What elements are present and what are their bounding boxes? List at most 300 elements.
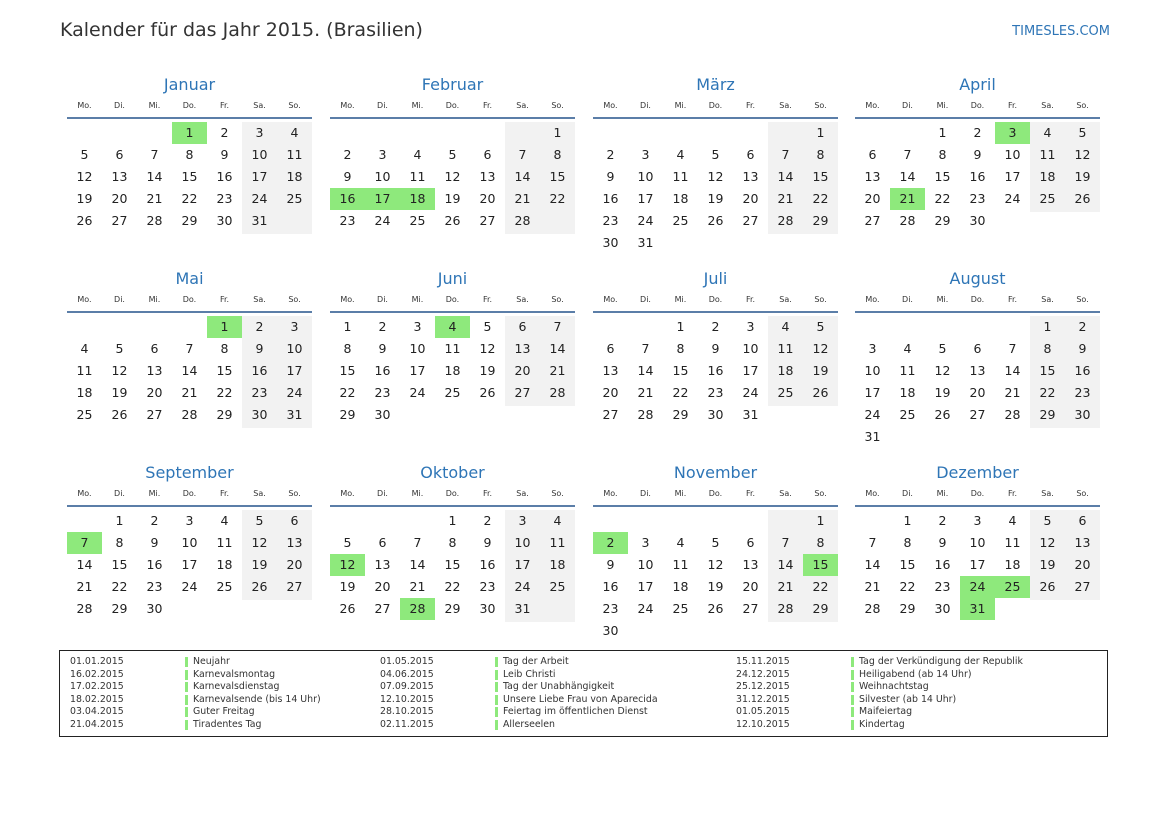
day-cell: 20	[479, 191, 496, 206]
day-cell: 8	[185, 147, 194, 162]
day-cell: 14	[549, 341, 566, 356]
holiday-marker	[851, 670, 854, 680]
day-cell: 7	[150, 147, 159, 162]
day-cell: 1	[676, 319, 685, 334]
day-cell: 5	[938, 341, 947, 356]
day-cell: 25	[777, 385, 794, 400]
day-cell: 18	[899, 385, 916, 400]
day-cell: 31	[286, 407, 303, 422]
day-cell: 17	[251, 169, 268, 184]
month-divider	[593, 117, 838, 119]
day-cell: 8	[343, 341, 352, 356]
day-cell: 10	[251, 147, 268, 162]
day-cell: 16	[251, 363, 268, 378]
day-cell: 6	[115, 147, 124, 162]
day-cell: 27	[146, 407, 163, 422]
day-cell: 23	[707, 385, 724, 400]
month-divider	[855, 117, 1100, 119]
day-cell: 26	[812, 385, 829, 400]
day-cell: 29	[216, 407, 233, 422]
day-cell: 5	[483, 319, 492, 334]
day-cell: 30	[251, 407, 268, 422]
weekday-label: Sa.	[779, 489, 792, 498]
day-cell: 21	[777, 579, 794, 594]
holiday-day-cell: 1	[207, 316, 242, 338]
day-cell: 22	[339, 385, 356, 400]
holiday-marker	[185, 657, 188, 667]
day-cell: 8	[220, 341, 229, 356]
weekday-label: Mi.	[674, 489, 687, 498]
day-cell: 5	[80, 147, 89, 162]
weekday-label: Mi.	[674, 101, 687, 110]
holiday-day-cell: 2	[593, 532, 628, 554]
day-cell: 12	[251, 535, 268, 550]
holiday-legend	[59, 650, 1108, 737]
day-cell: 2	[255, 319, 264, 334]
month-name: Juni	[437, 269, 468, 288]
day-cell: 18	[286, 169, 303, 184]
holiday-day-cell: 7	[67, 532, 102, 554]
holiday-date: 31.12.2015	[736, 693, 790, 705]
day-cell: 14	[181, 363, 198, 378]
day-cell: 12	[479, 341, 496, 356]
holiday-name: Silvester (ab 14 Uhr)	[859, 693, 957, 705]
weekday-label: Mo.	[77, 489, 92, 498]
holiday-date: 12.10.2015	[380, 693, 434, 705]
holiday-day-cell: 21	[890, 188, 925, 210]
holiday-day-cell: 18	[400, 188, 435, 210]
day-cell: 5	[343, 535, 352, 550]
day-cell: 13	[969, 363, 986, 378]
day-cell: 7	[185, 341, 194, 356]
weekday-label: Di.	[114, 101, 125, 110]
day-cell: 20	[864, 191, 881, 206]
weekday-label: Mo.	[603, 295, 618, 304]
day-cell: 26	[1074, 191, 1091, 206]
day-cell: 25	[286, 191, 303, 206]
day-cell: 14	[146, 169, 163, 184]
holiday-marker	[851, 720, 854, 730]
day-cell: 22	[216, 385, 233, 400]
day-cell: 18	[216, 557, 233, 572]
day-cell: 17	[286, 363, 303, 378]
day-cell: 16	[374, 363, 391, 378]
day-cell: 13	[514, 341, 531, 356]
holiday-date: 12.10.2015	[736, 718, 790, 730]
day-cell: 18	[672, 191, 689, 206]
day-cell: 20	[969, 385, 986, 400]
day-cell: 19	[251, 557, 268, 572]
day-cell: 11	[777, 341, 794, 356]
day-cell: 30	[602, 623, 619, 638]
day-cell: 31	[742, 407, 759, 422]
day-cell: 3	[868, 341, 877, 356]
holiday-name: Leib Christi	[503, 668, 556, 680]
weekday-label: Mi.	[936, 295, 949, 304]
day-cell: 27	[742, 601, 759, 616]
day-cell: 10	[742, 341, 759, 356]
day-cell: 2	[483, 513, 492, 528]
holiday-marker	[185, 670, 188, 680]
day-cell: 29	[812, 601, 829, 616]
day-cell: 24	[374, 213, 391, 228]
day-cell: 30	[707, 407, 724, 422]
day-cell: 20	[514, 363, 531, 378]
day-cell: 14	[777, 169, 794, 184]
day-cell: 18	[777, 363, 794, 378]
weekday-label: Di.	[640, 295, 651, 304]
day-cell: 14	[76, 557, 93, 572]
holiday-marker	[851, 682, 854, 692]
day-cell: 12	[707, 557, 724, 572]
day-cell: 28	[181, 407, 198, 422]
day-cell: 19	[339, 579, 356, 594]
day-cell: 23	[1074, 385, 1091, 400]
day-cell: 23	[339, 213, 356, 228]
day-cell: 18	[444, 363, 461, 378]
day-cell: 13	[286, 535, 303, 550]
day-cell: 19	[76, 191, 93, 206]
day-cell: 25	[216, 579, 233, 594]
day-cell: 15	[934, 169, 951, 184]
day-cell: 5	[1078, 125, 1087, 140]
weekday-label: So.	[288, 489, 301, 498]
day-cell: 26	[934, 407, 951, 422]
weekday-label: So.	[288, 101, 301, 110]
weekday-label: Sa.	[1041, 489, 1054, 498]
day-cell: 1	[938, 125, 947, 140]
day-cell: 14	[777, 557, 794, 572]
weekday-label: So.	[551, 295, 564, 304]
day-cell: 1	[448, 513, 457, 528]
day-cell: 20	[146, 385, 163, 400]
day-cell: 4	[903, 341, 912, 356]
weekday-label: Mi.	[411, 489, 424, 498]
weekday-label: Do.	[970, 489, 985, 498]
day-cell: 19	[707, 191, 724, 206]
holiday-date: 16.02.2015	[70, 668, 124, 680]
day-cell: 26	[444, 213, 461, 228]
day-cell: 23	[146, 579, 163, 594]
day-cell: 5	[115, 341, 124, 356]
day-cell: 27	[514, 385, 531, 400]
day-cell: 9	[343, 169, 352, 184]
weekday-label: Fr.	[482, 489, 493, 498]
day-cell: 28	[1004, 407, 1021, 422]
holiday-day-cell: 31	[960, 598, 995, 620]
day-cell: 19	[1039, 557, 1056, 572]
weekday-label: Fr.	[219, 295, 230, 304]
weekday-label: Mi.	[674, 295, 687, 304]
day-cell: 27	[479, 213, 496, 228]
day-cell: 21	[549, 363, 566, 378]
day-cell: 23	[602, 213, 619, 228]
holiday-name: Kindertag	[859, 718, 905, 730]
holiday-name: Unsere Liebe Frau von Aparecida	[503, 693, 658, 705]
day-cell: 14	[637, 363, 654, 378]
holiday-name: Feiertag im öffentlichen Dienst	[503, 706, 648, 718]
day-cell: 8	[676, 341, 685, 356]
day-cell: 19	[1074, 169, 1091, 184]
month-name: September	[145, 463, 234, 482]
holiday-name: Maifeiertag	[859, 706, 913, 718]
day-cell: 29	[672, 407, 689, 422]
day-cell: 9	[606, 169, 615, 184]
weekday-label: Sa.	[516, 489, 529, 498]
day-cell: 11	[409, 169, 426, 184]
day-cell: 21	[777, 191, 794, 206]
weekday-label: Fr.	[219, 101, 230, 110]
weekday-label: Fr.	[745, 489, 756, 498]
weekday-label: So.	[814, 295, 827, 304]
month-name: Mai	[175, 269, 204, 288]
weekday-label: Mo.	[77, 295, 92, 304]
day-cell: 10	[1004, 147, 1021, 162]
day-cell: 5	[711, 147, 720, 162]
holiday-name: Neujahr	[193, 656, 230, 667]
day-cell: 15	[181, 169, 198, 184]
day-cell: 4	[80, 341, 89, 356]
day-cell: 22	[934, 191, 951, 206]
weekday-label: Di.	[902, 489, 913, 498]
weekday-label: Mo.	[340, 489, 355, 498]
day-cell: 17	[181, 557, 198, 572]
day-cell: 19	[479, 363, 496, 378]
day-cell: 23	[216, 191, 233, 206]
holiday-marker	[495, 657, 498, 667]
day-cell: 1	[1043, 319, 1052, 334]
day-cell: 3	[518, 513, 527, 528]
weekday-label: So.	[1076, 489, 1089, 498]
day-cell: 15	[216, 363, 233, 378]
day-cell: 9	[1078, 341, 1087, 356]
weekday-label: Do.	[182, 295, 197, 304]
holiday-marker	[185, 695, 188, 705]
day-cell: 19	[444, 191, 461, 206]
day-cell: 16	[934, 557, 951, 572]
day-cell: 13	[864, 169, 881, 184]
month-divider	[855, 311, 1100, 313]
day-cell: 28	[549, 385, 566, 400]
day-cell: 25	[76, 407, 93, 422]
day-cell: 30	[602, 235, 619, 250]
day-cell: 14	[409, 557, 426, 572]
day-cell: 9	[220, 147, 229, 162]
day-cell: 2	[711, 319, 720, 334]
day-cell: 2	[1078, 319, 1087, 334]
day-cell: 16	[1074, 363, 1091, 378]
day-cell: 11	[1039, 147, 1056, 162]
day-cell: 7	[781, 535, 790, 550]
day-cell: 7	[553, 319, 562, 334]
day-cell: 24	[1004, 191, 1021, 206]
day-cell: 7	[1008, 341, 1017, 356]
day-cell: 23	[602, 601, 619, 616]
weekday-label: Mo.	[603, 101, 618, 110]
day-cell: 1	[903, 513, 912, 528]
day-cell: 2	[378, 319, 387, 334]
day-cell: 29	[899, 601, 916, 616]
day-cell: 4	[220, 513, 229, 528]
day-cell: 26	[76, 213, 93, 228]
day-cell: 5	[711, 535, 720, 550]
day-cell: 27	[1074, 579, 1091, 594]
day-cell: 29	[339, 407, 356, 422]
day-cell: 23	[969, 191, 986, 206]
holiday-name: Weihnachtstag	[859, 681, 929, 693]
month-name: Januar	[163, 75, 216, 94]
day-cell: 25	[549, 579, 566, 594]
weekday-label: Do.	[445, 101, 460, 110]
day-cell: 31	[637, 235, 654, 250]
day-cell: 19	[934, 385, 951, 400]
holiday-marker	[185, 720, 188, 730]
day-cell: 17	[637, 579, 654, 594]
day-cell: 5	[255, 513, 264, 528]
day-cell: 24	[637, 213, 654, 228]
holiday-day-cell: 4	[435, 316, 470, 338]
day-cell: 21	[76, 579, 93, 594]
month-divider	[67, 311, 312, 313]
day-cell: 27	[742, 213, 759, 228]
day-cell: 28	[76, 601, 93, 616]
holiday-name: Heiligabend (ab 14 Uhr)	[859, 668, 972, 680]
day-cell: 6	[378, 535, 387, 550]
day-cell: 1	[115, 513, 124, 528]
day-cell: 3	[185, 513, 194, 528]
holiday-marker	[185, 682, 188, 692]
day-cell: 22	[812, 579, 829, 594]
day-cell: 29	[934, 213, 951, 228]
day-cell: 22	[1039, 385, 1056, 400]
holiday-day-cell: 12	[330, 554, 365, 576]
day-cell: 9	[255, 341, 264, 356]
month-divider	[67, 117, 312, 119]
holiday-day-cell: 17	[365, 188, 400, 210]
day-cell: 12	[934, 363, 951, 378]
month-name: Oktober	[420, 463, 485, 482]
day-cell: 14	[514, 169, 531, 184]
day-cell: 29	[181, 213, 198, 228]
day-cell: 10	[514, 535, 531, 550]
day-cell: 23	[934, 579, 951, 594]
day-cell: 22	[444, 579, 461, 594]
day-cell: 10	[969, 535, 986, 550]
holiday-day-cell: 15	[803, 554, 838, 576]
day-cell: 15	[549, 169, 566, 184]
day-cell: 29	[111, 601, 128, 616]
day-cell: 7	[903, 147, 912, 162]
day-cell: 15	[111, 557, 128, 572]
day-cell: 9	[378, 341, 387, 356]
day-cell: 9	[483, 535, 492, 550]
day-cell: 15	[672, 363, 689, 378]
day-cell: 6	[746, 147, 755, 162]
holiday-name: Karnevalsende (bis 14 Uhr)	[193, 693, 321, 705]
day-cell: 30	[146, 601, 163, 616]
day-cell: 22	[181, 191, 198, 206]
weekday-label: So.	[551, 101, 564, 110]
day-cell: 11	[216, 535, 233, 550]
day-cell: 14	[864, 557, 881, 572]
weekday-label: Sa.	[253, 295, 266, 304]
day-cell: 3	[746, 319, 755, 334]
weekday-label: Di.	[902, 295, 913, 304]
weekday-label: Di.	[377, 101, 388, 110]
day-cell: 9	[150, 535, 159, 550]
day-cell: 6	[1078, 513, 1087, 528]
holiday-marker	[851, 657, 854, 667]
site-link[interactable]: TIMESLES.COM	[1012, 24, 1110, 39]
day-cell: 7	[641, 341, 650, 356]
day-cell: 26	[479, 385, 496, 400]
weekday-label: Sa.	[253, 101, 266, 110]
weekday-label: Mo.	[603, 489, 618, 498]
day-cell: 31	[251, 213, 268, 228]
day-cell: 7	[413, 535, 422, 550]
day-cell: 16	[602, 191, 619, 206]
day-cell: 15	[812, 169, 829, 184]
weekday-label: Sa.	[1041, 295, 1054, 304]
weekday-label: Mi.	[411, 295, 424, 304]
day-cell: 15	[444, 557, 461, 572]
day-cell: 20	[742, 191, 759, 206]
day-cell: 21	[1004, 385, 1021, 400]
day-cell: 22	[899, 579, 916, 594]
weekday-label: Di.	[114, 489, 125, 498]
weekday-label: Mo.	[865, 295, 880, 304]
day-cell: 9	[973, 147, 982, 162]
day-cell: 2	[938, 513, 947, 528]
holiday-marker	[185, 707, 188, 717]
day-cell: 13	[742, 169, 759, 184]
month-divider	[855, 505, 1100, 507]
holiday-date: 01.05.2015	[380, 656, 434, 667]
day-cell: 28	[637, 407, 654, 422]
holiday-name: Tag der Verkündigung der Republik	[859, 656, 1023, 667]
day-cell: 30	[216, 213, 233, 228]
day-cell: 24	[181, 579, 198, 594]
weekday-label: So.	[551, 489, 564, 498]
day-cell: 25	[444, 385, 461, 400]
day-cell: 8	[1043, 341, 1052, 356]
day-cell: 24	[742, 385, 759, 400]
day-cell: 18	[76, 385, 93, 400]
day-cell: 18	[1039, 169, 1056, 184]
weekday-label: So.	[1076, 295, 1089, 304]
day-cell: 13	[742, 557, 759, 572]
day-cell: 31	[514, 601, 531, 616]
weekday-label: Mo.	[340, 295, 355, 304]
day-cell: 11	[899, 363, 916, 378]
holiday-name: Allerseelen	[503, 718, 555, 730]
month-divider	[593, 311, 838, 313]
day-cell: 18	[672, 579, 689, 594]
weekday-label: Sa.	[779, 295, 792, 304]
day-cell: 13	[1074, 535, 1091, 550]
day-cell: 30	[374, 407, 391, 422]
weekday-label: Di.	[377, 489, 388, 498]
holiday-marker	[851, 707, 854, 717]
weekday-label: Fr.	[1007, 101, 1018, 110]
holiday-marker	[495, 707, 498, 717]
day-cell: 28	[777, 213, 794, 228]
holiday-date: 01.01.2015	[70, 656, 124, 667]
weekday-label: Di.	[640, 101, 651, 110]
holiday-date: 02.11.2015	[380, 718, 434, 730]
weekday-label: Di.	[114, 295, 125, 304]
day-cell: 4	[676, 535, 685, 550]
